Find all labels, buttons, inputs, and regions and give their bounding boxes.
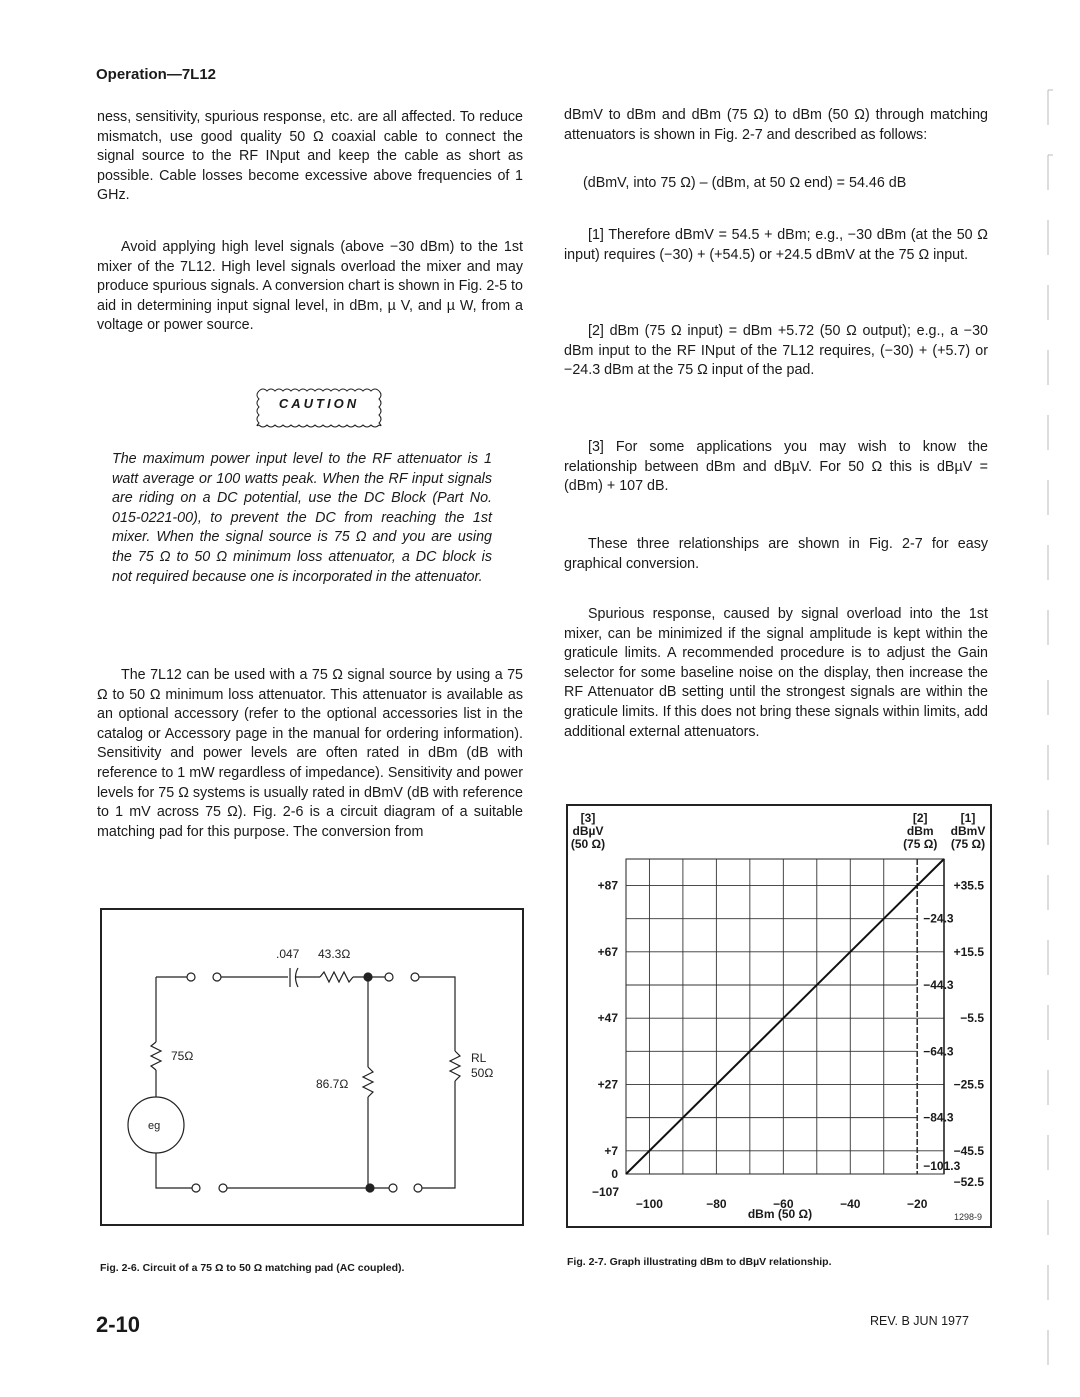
circuit-figure	[100, 908, 524, 1226]
right-tick-label-dbm75: −24.3	[923, 911, 954, 926]
scan-margin-marks	[1040, 80, 1060, 1380]
right-tick-label-dbmv: −45.5	[953, 1143, 984, 1158]
paragraph-text: Spurious response, caused by signal overload into the 1st mixer, can be minimized if the signal amplitude is kept within the graticule limits. A recommended procedure is to adjust the Gain selector for some baseline noise on the display, then increase the RF Attenuator dB setting until the strongest signals are within the graticule limits. If this does not bring these signals within limits, add additional external attenuators.	[564, 606, 988, 740]
x-tick-label: −20	[907, 1197, 928, 1211]
figure-2-7-caption: Fig. 2-7. Graph illustrating dBm to dBµV relationship.	[567, 1256, 832, 1268]
item-3	[564, 438, 988, 497]
conversion-formula: (dBmV, into 75 Ω) – (dBm, at 50 Ω end) = 54.46 dB	[583, 175, 907, 191]
junction-dot	[366, 1184, 374, 1192]
y-tick-label-dbuv: +67	[597, 944, 618, 959]
left-paragraph-3	[97, 666, 523, 842]
axis-header-line: (50 Ω)	[570, 837, 606, 851]
source-resistor-symbol	[151, 1042, 161, 1070]
left-paragraph-2	[97, 238, 523, 336]
y-tick-label-dbuv: +87	[597, 878, 618, 893]
figure-2-6-caption: Fig. 2-6. Circuit of a 75 Ω to 50 Ω matching pad (AC coupled).	[100, 1262, 405, 1274]
paragraph-text: [3] For some applications you may wish to know the relationship between dBm and dBµV. For 50 Ω this is dBµV = (dBm) + 107 dB.	[564, 439, 988, 495]
right-tick-label-dbmv: −52.5	[953, 1175, 984, 1189]
axis-header-line: [3]	[580, 811, 596, 825]
paragraph-text: [2] dBm (75 Ω input) = dBm +5.72 (50 Ω output); e.g., a −30 dBm input to the RF INput of the 7L12 requires, (−30) + (+5.7) or −24.3 dBm at the 75 Ω input of the pad.	[564, 323, 988, 379]
y-tick-label-dbuv: 0	[611, 1167, 618, 1181]
terminal-icon	[192, 1184, 200, 1192]
x-tick-label: −60	[773, 1197, 794, 1211]
chart-series	[626, 859, 944, 1174]
item-1	[564, 226, 988, 265]
load-resistor-symbol	[450, 1051, 460, 1081]
right-paragraph-3	[564, 605, 988, 742]
circuit-diagram	[102, 910, 522, 1224]
capacitor-label: .047	[276, 947, 300, 961]
axis-header-line: [2]	[912, 811, 928, 825]
caution-banner	[253, 385, 385, 431]
chart-figure	[566, 804, 992, 1228]
caution-label: CAUTION	[278, 396, 360, 411]
axis-header-line: dBmV	[950, 824, 986, 838]
shunt-resistor-label: 86.7Ω	[316, 1077, 349, 1091]
chart-tick-labels	[592, 879, 984, 1211]
load-label-rl: RL	[471, 1051, 487, 1065]
right-axis-1-label	[951, 811, 986, 851]
series-line	[626, 859, 944, 1174]
right-axis-2-label	[903, 811, 937, 851]
item-2	[564, 322, 988, 381]
y-tick-label-dbuv: +47	[597, 1011, 618, 1026]
load-label-ohms: 50Ω	[471, 1066, 494, 1080]
paragraph-text: dBmV to dBm and dBm (75 Ω) to dBm (50 Ω) through matching attenuators is shown in Fig. 2-7 and described as follows:	[564, 107, 988, 143]
paragraph-text: These three relationships are shown in Fig. 2-7 for easy graphical conversion.	[564, 536, 988, 572]
y-tick-label-dbuv: +7	[604, 1143, 618, 1158]
page-number: 2-10	[96, 1312, 141, 1337]
left-paragraph-1	[97, 108, 523, 206]
axis-header-line: dBµV	[572, 824, 604, 838]
caution-text	[112, 450, 492, 587]
terminal-icon	[213, 973, 221, 981]
axis-header-line: dBm	[906, 824, 934, 838]
right-paragraph-1	[564, 106, 988, 145]
paragraph-text: [1] Therefore dBmV = 54.5 + dBm; e.g., −30 dBm (at the 50 Ω input) requires (−30) + (+54.5) or +24.5 dBmV at the 75 Ω input.	[564, 227, 988, 263]
axis-header-line: (75 Ω)	[950, 837, 986, 851]
series-resistor-symbol	[320, 972, 353, 982]
axis-header-line: [1]	[960, 811, 976, 825]
source-resistor-label: 75Ω	[171, 1049, 194, 1063]
paragraph-text: The maximum power input level to the RF attenuator is 1 watt average or 100 watts peak. When the RF input signals are riding on a DC potential, use the DC Block (Part No. 015-0221-00), to prevent the DC from reaching the 1st mixer. When the signal source is 75 Ω and you are using the 75 Ω to 50 Ω minimum loss attenuator, a DC block is not required because one is incorporated in the attenuator.	[112, 451, 492, 585]
x-origin-label: −107	[592, 1185, 620, 1199]
right-paragraph-2	[564, 535, 988, 574]
terminal-icon	[219, 1184, 227, 1192]
x-tick-label: −100	[635, 1197, 663, 1211]
right-tick-label-dbm75: −84.3	[923, 1110, 954, 1125]
right-tick-label-dbm75: −101.3	[923, 1159, 961, 1173]
x-tick-label: −40	[840, 1197, 861, 1211]
x-axis-label: dBm (50 Ω)	[747, 1207, 813, 1221]
revision-date: REV. B JUN 1977	[870, 1314, 969, 1328]
terminal-icon	[187, 973, 195, 981]
right-tick-label-dbmv: −5.5	[960, 1011, 984, 1026]
generator-label: eg	[148, 1120, 161, 1132]
dbm-dbuv-chart	[568, 806, 990, 1226]
paragraph-text: ness, sensitivity, spurious response, etc. are all affected. To reduce mismatch, use good quality 50 Ω coaxial cable to connect the signal source to the RF INput and keep the cable as short as possible. Cable losses become excessive above frequencies of 1 GHz.	[97, 109, 523, 204]
right-tick-label-dbmv: +35.5	[953, 878, 984, 893]
x-tick-label: −80	[706, 1197, 727, 1211]
running-header: Operation—7L12	[96, 66, 217, 83]
terminal-icon	[411, 973, 419, 981]
right-tick-label-dbm75: −64.3	[923, 1044, 954, 1059]
left-axis-label	[571, 811, 605, 851]
figure-id: 1298-9	[953, 1212, 982, 1222]
right-tick-label-dbmv: +15.5	[953, 944, 984, 959]
y-tick-label-dbuv: +27	[597, 1077, 618, 1092]
right-tick-label-dbm75: −44.3	[923, 978, 954, 992]
series-resistor-label: 43.3Ω	[318, 947, 351, 961]
terminal-icon	[389, 1184, 397, 1192]
right-tick-label-dbmv: −25.5	[953, 1077, 984, 1092]
terminal-icon	[414, 1184, 422, 1192]
shunt-resistor-symbol	[363, 1067, 373, 1097]
paragraph-text: Avoid applying high level signals (above −30 dBm) to the 1st mixer of the 7L12. High level signals overload the mixer and may produce spurious signals. A conversion chart is shown in Fig. 2-5 to aid in determining input signal level, in dBm, µ V, and µ W, from a voltage or power source.	[97, 239, 523, 334]
paragraph-text: The 7L12 can be used with a 75 Ω signal source by using a 75 Ω to 50 Ω minimum loss attenuator. This attenuator is available as an optional accessory (refer to the optional accessories list in the catalog or Accessory page in the manual for ordering information). Sensitivity and power levels are often rated in dBm (dB with reference to 1 mW regardless of impedance). Sensitivity and power levels for 75 Ω systems is usually rated in dBmV (dB with reference to 1 mV across 75 Ω). Fig. 2-6 is a circuit diagram of a suitable matching pad for this purpose. The conversion from	[97, 667, 523, 840]
terminal-icon	[385, 973, 393, 981]
axis-header-line: (75 Ω)	[903, 837, 938, 851]
